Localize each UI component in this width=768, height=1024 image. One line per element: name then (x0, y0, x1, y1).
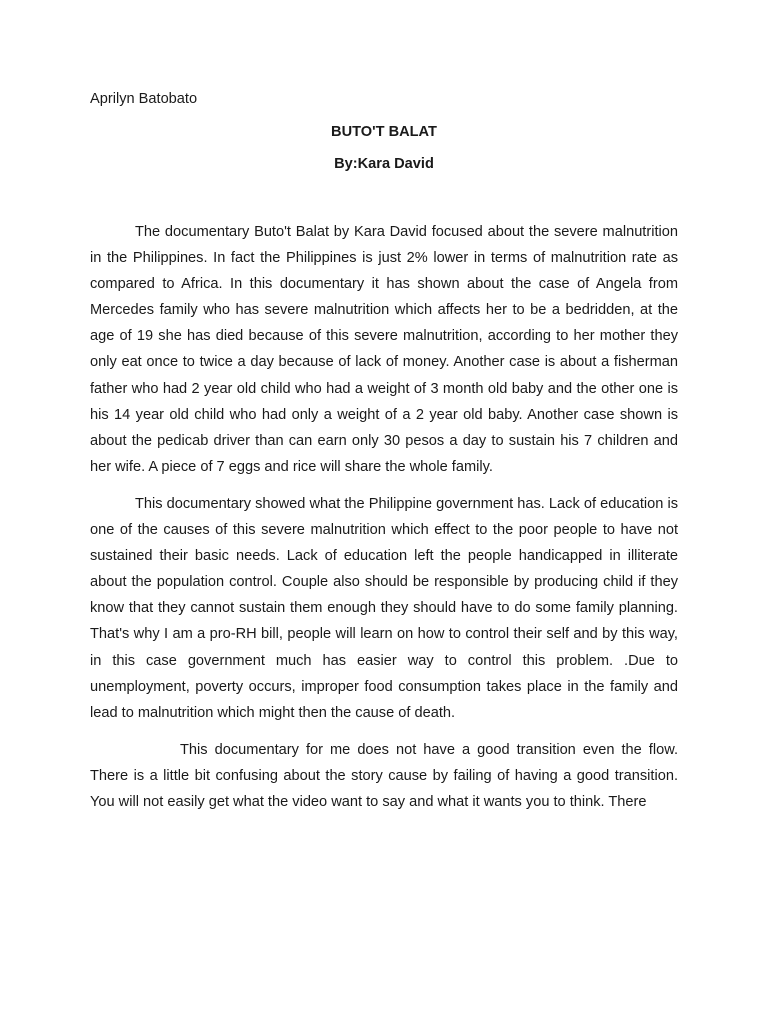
paragraph-1: The documentary Buto't Balat by Kara David focused about the severe malnutrition in the Philippines. In fact the Philippines is just 2% lower in terms of malnutrition rate as compared to Africa. In this documentary it has shown about the case of Angela from Mercedes family who has severe malnutrition which affects her to be a bedridden, at the age of 19 she has died because of this severe malnutrition, according to her mother they only eat once to twice a day because of lack of money. Another case is about a fisherman father who had 2 year old child who had a weight of 3 month old baby and the other one is his 14 year old child who had only a weight of a 2 year old baby. Another case shown is about the pedicab driver than can earn only 30 pesos a day to sustain his 7 children and her wife. A piece of 7 eggs and rice will share the whole family. (90, 224, 678, 475)
paragraph-2: This documentary showed what the Philippine government has. Lack of education is one of the causes of this severe malnutrition which effect to the poor people to have not sustained their basic needs. Lack of education left the people handicapped in illiterate about the population control. Couple also should be responsible by producing child if they know that they cannot sustain them enough they should have to do some family planning. That's why I am a pro-RH bill, people will learn on how to control their self and by this way, in this case government much has easier way to control this problem. .Due to unemployment, poverty occurs, improper food consumption takes place in the family and lead to malnutrition which might then the cause of death. (90, 495, 678, 721)
author-name: Aprilyn Batobato (90, 91, 198, 107)
document-byline: By:Kara David (334, 156, 434, 172)
document-body (90, 219, 678, 815)
document-title: BUTO'T BALAT (331, 124, 437, 140)
paragraph-3: This documentary for me does not have a good transition even the flow. There is a little bit confusing about the story cause by failing of having a good transition. You will not easily get what the video want to say and what it wants you to think. There (90, 741, 678, 810)
